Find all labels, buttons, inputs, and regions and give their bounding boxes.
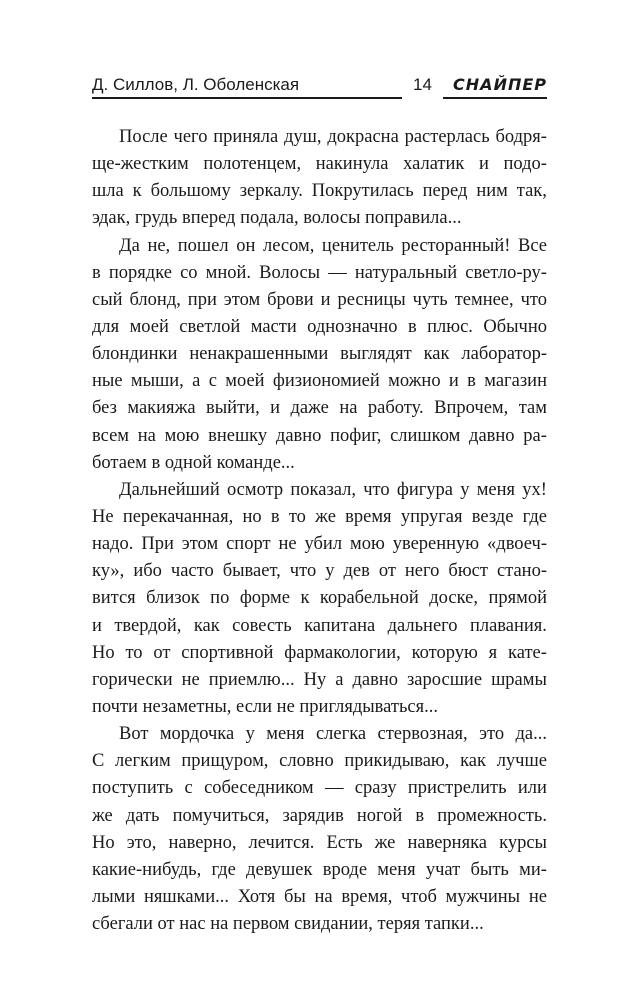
text-line: горически не приемлю... Ну а давно заросшие шрамы [92,669,547,690]
text-line: эдак, грудь вперед подала, волосы поправила... [92,208,462,229]
text-line: почти незаметны, если не приглядываться... [92,696,439,717]
text-line: какие-нибудь, где девушек вроде меня учат быть ми- [92,859,547,880]
text-line: Да не, пошел он лесом, ценитель ресторанный! Все [119,235,547,256]
text-line: без макияжа выйти, и даже на работу. Впрочем, там [92,398,547,419]
text-line: блондинки ненакрашенными выглядят как лаборатор- [92,344,547,365]
text-line: Дальнейший осмотр показал, что фигура у меня ух! [119,479,547,500]
text-line: ще-жестким полотенцем, накинула халатик и подо- [92,154,547,175]
series-title: СНАЙПЕР [453,75,547,94]
running-head-authors: Д. Силлов, Л. Оболенская [92,75,300,94]
body-text [92,124,547,938]
paragraph [92,124,547,233]
text-line: всем на мою внешку давно пофиг, слишком давно ра- [92,425,547,446]
text-line: Вот мордочка у меня слегка стервозная, это да... [119,724,547,745]
text-line: шла к большому зеркалу. Покрутилась перед ним так, [92,181,547,202]
paragraph [92,477,547,721]
text-line: После чего приняла душ, докрасна растерлась бодря- [119,127,547,147]
paragraph [92,721,547,938]
header-rule-left [92,97,402,99]
text-line: же дать помучиться, зарядив ногой в промежность. [92,805,547,826]
text-line: ку», ибо часто бывает, что у дев от него бюст стано- [92,561,547,582]
paragraph [92,233,547,477]
text-line: поступить с собеседником — сразу пристрелить или [92,778,547,799]
text-line: Но то от спортивной фармакологии, которую я кате- [92,642,547,663]
text-line: надо. При этом спорт не убил мою уверенную «двоеч- [92,534,547,555]
text-line: и твердой, как совесть капитана дальнего плавания. [92,615,547,636]
page-number: 14 [413,75,432,94]
text-line: в порядке со мной. Волосы — натуральный светло-ру- [92,262,547,283]
text-line: вится близок по форме к корабельной доске, прямой [92,588,547,609]
text-line: сый блонд, при этом брови и ресницы чуть темнее, что [92,289,547,310]
text-line: Но это, наверно, лечится. Есть же наверняка курсы [92,832,547,853]
text-line: Не перекачанная, но в то же время упругая везде где [92,506,547,527]
text-line: для моей светлой масти однозначно в плюс. Обычно [92,316,547,337]
text-line: ные мыши, а с моей физиономией можно и в магазин [92,371,547,392]
text-line: лыми няшками... Хотя бы на время, чтоб мужчины не [92,886,547,907]
text-line: С легким прищуром, словно прикидываю, как лучше [92,751,547,772]
text-line: ботаем в одной команде... [92,452,295,473]
text-line: сбегали от нас на первом свидании, теряя тапки... [92,914,484,935]
page-header [92,75,547,99]
header-rule-right [443,97,547,99]
